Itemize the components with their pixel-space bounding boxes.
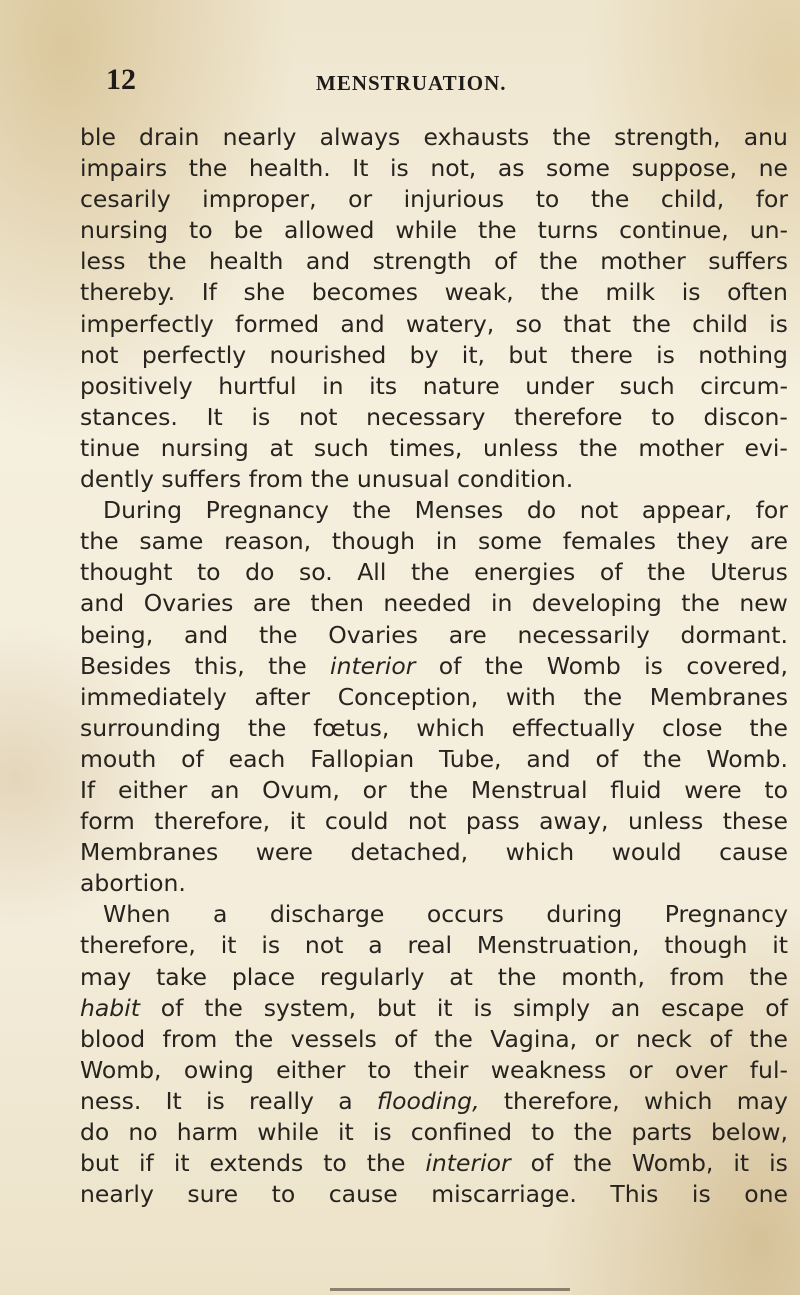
text-line: ble drain nearly always exhausts the strength, anu (80, 123, 788, 151)
text-line: and Ovaries are then needed in developing the new (80, 589, 788, 618)
text-line: surrounding the fœtus, which effectually close the (80, 713, 788, 742)
text-line: but if it extends to the interior of the Womb, it is (80, 1149, 788, 1178)
text-line: imperfectly formed and watery, so that the child is (80, 309, 788, 338)
text-line: abortion. (80, 869, 186, 898)
text-line: therefore, it is not a real Menstruation, though it (80, 931, 788, 960)
text-line: may take place regularly at the month, from the (80, 962, 788, 991)
text-line: do no harm while it is confined to the parts below, (80, 1118, 788, 1146)
text-line: form therefore, it could not pass away, unless these (80, 807, 788, 836)
text-line: habit of the system, but it is simply an escape of (80, 993, 788, 1022)
text-line: Membranes were detached, which would cause (80, 838, 788, 867)
text-line: cesarily improper, or injurious to the child, for (80, 185, 788, 214)
text-line: When a discharge occurs during Pregnancy (103, 900, 788, 929)
text-line: positively hurtful in its nature under such circum- (80, 371, 788, 400)
bottom-rule (330, 1288, 570, 1291)
text-line: less the health and strength of the mother suffers (80, 247, 788, 276)
text-line: impairs the health. It is not, as some suppose, ne (80, 154, 788, 183)
text-line: Besides this, the interior of the Womb is covered, (80, 651, 788, 680)
text-line: being, and the Ovaries are necessarily dormant. (80, 620, 788, 649)
text-line: dently suffers from the unusual condition. (80, 465, 574, 494)
text-line: nearly sure to cause miscarriage. This is one (80, 1180, 788, 1209)
text-line: Womb, owing either to their weakness or over ful- (80, 1055, 788, 1084)
running-title: MENSTRUATION. (316, 71, 507, 95)
text-line: the same reason, though in some females they are (80, 527, 788, 556)
text-line: thereby. If she becomes weak, the milk is often (80, 278, 788, 307)
text-line: thought to do so. All the energies of the Uterus (80, 558, 788, 587)
text-line: nursing to be allowed while the turns continue, un- (80, 216, 788, 245)
text-line: If either an Ovum, or the Menstrual fluid were to (80, 775, 788, 804)
body-text (80, 122, 788, 1210)
text-line: ness. It is really a flooding, therefore, which may (80, 1086, 788, 1115)
text-line: stances. It is not necessary therefore to discon- (80, 402, 788, 431)
text-line: mouth of each Fallopian Tube, and of the Womb. (80, 744, 788, 773)
text-line: blood from the vessels of the Vagina, or neck of the (80, 1024, 788, 1053)
text-line: tinue nursing at such times, unless the mother evi- (80, 433, 788, 462)
text-line: immediately after Conception, with the Membranes (80, 682, 788, 711)
page-number: 12 (106, 63, 136, 96)
text-line: not perfectly nourished by it, but there is nothing (80, 340, 788, 369)
text-line: During Pregnancy the Menses do not appear, for (103, 496, 788, 525)
running-head (106, 60, 786, 100)
